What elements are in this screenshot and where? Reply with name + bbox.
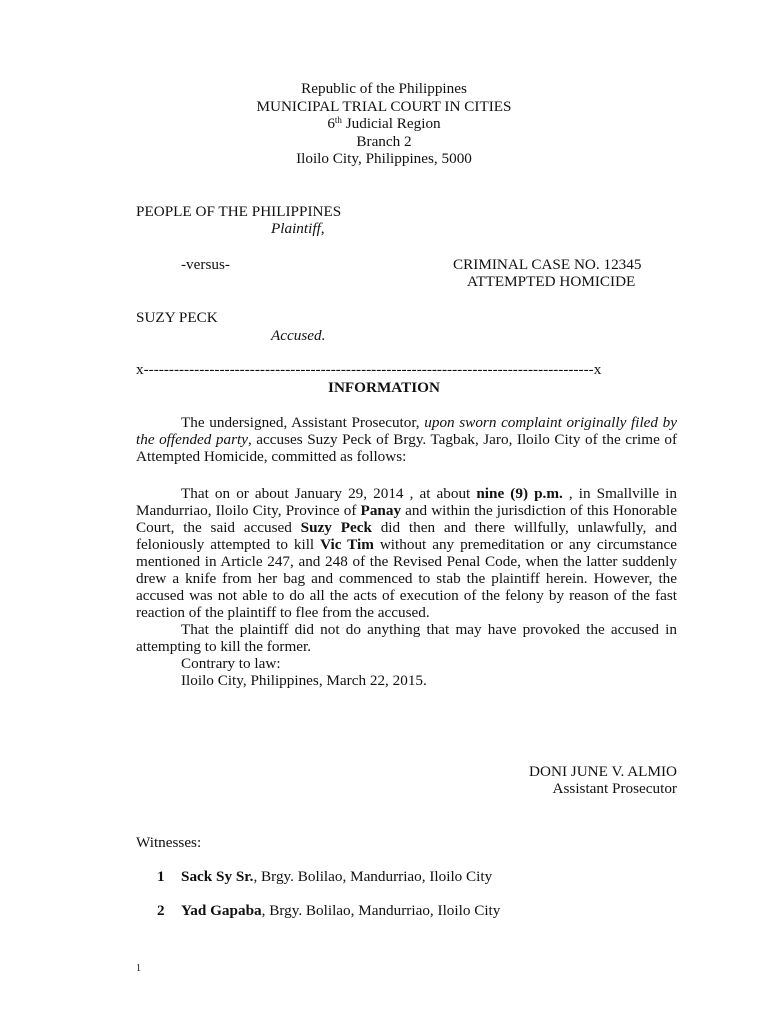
accused-name: SUZY PECK	[136, 309, 218, 326]
facts-4: did then and there willfully, unlawfully, and feloniously attempted to kill	[136, 519, 677, 553]
header-address: Iloilo City, Philippines, 5000	[296, 150, 472, 168]
header-court: MUNICIPAL TRIAL COURT IN CITIES	[256, 97, 512, 115]
facts-time: nine (9) p.m.	[476, 485, 563, 502]
facts-1: That on or about January 29, 2014 , at about	[181, 485, 477, 502]
facts-province: Panay	[360, 502, 402, 519]
witness-number: 2	[157, 902, 165, 919]
facts-5: without any premeditation or any circumstance mentioned in Article 247, and 248 of the Revised Penal Code, when the latter suddenly drew a knife from her bag and commenced to stab the plaintiff herein. However, the accused was not able to do all the acts of execution of the felony by reason of the fast reaction of the plaintiff to flee from the accused.	[136, 536, 677, 621]
signatory-name: DONI JUNE V. ALMIO	[529, 763, 677, 780]
page-number: 1	[136, 963, 141, 974]
facts-accused: Suzy Peck	[300, 519, 372, 536]
section-divider: x-----------------------------------------------------------------------------------------x	[136, 361, 602, 378]
header-branch: Branch 2	[356, 132, 412, 150]
witness-address: , Brgy. Bolilao, Mandurriao, Iloilo City	[261, 902, 501, 919]
court-header	[0, 80, 768, 168]
witness-number: 1	[157, 868, 165, 885]
plaintiff-name: PEOPLE OF THE PHILIPPINES	[136, 203, 342, 220]
body-paragraph-facts	[136, 485, 677, 621]
body-contrary: Contrary to law:	[181, 655, 281, 672]
region-suffix: th	[334, 115, 342, 126]
case-type: ATTEMPTED HOMICIDE	[467, 273, 636, 290]
body-paragraphs	[136, 485, 677, 689]
signatory-title: Assistant Prosecutor	[552, 780, 677, 797]
intro-text-3: , accuses Suzy Peck of Brgy. Tagbak, Jaro, Iloilo City of the crime of Attempted Homicide, committed as follows:	[136, 431, 677, 465]
witness-name: Yad Gapaba	[181, 902, 262, 919]
witness-address: , Brgy. Bolilao, Mandurriao, Iloilo City	[253, 868, 493, 885]
witnesses-label: Witnesses:	[136, 834, 202, 851]
intro-text-1: The undersigned, Assistant Prosecutor,	[181, 414, 425, 431]
document-title: INFORMATION	[328, 379, 440, 396]
facts-victim: Vic Tim	[320, 536, 374, 553]
facts-3: and within the jurisdiction of this Honorable Court, the said accused	[136, 502, 677, 536]
header-republic: Republic of the Philippines	[301, 80, 467, 97]
versus-label: -versus-	[181, 256, 230, 273]
witness-name: Sack Sy Sr.	[181, 868, 254, 885]
region-text: Judicial Region	[341, 115, 441, 133]
accused-role: Accused.	[271, 327, 326, 344]
plaintiff-role: Plaintiff,	[271, 220, 325, 237]
header-region	[0, 115, 768, 133]
intro-paragraph	[136, 414, 677, 465]
body-date: Iloilo City, Philippines, March 22, 2015.	[181, 672, 427, 689]
case-number: CRIMINAL CASE NO. 12345	[453, 256, 642, 273]
intro-text-italic: upon sworn complaint originally filed by the offended party	[136, 414, 677, 448]
region-number: 6	[327, 115, 335, 133]
facts-2: , in Smallville in Mandurriao, Iloilo City, Province of	[136, 485, 677, 519]
body-paragraph-provocation: That the plaintiff did not do anything that may have provoked the accused in attempting to kill the former.	[136, 621, 677, 655]
